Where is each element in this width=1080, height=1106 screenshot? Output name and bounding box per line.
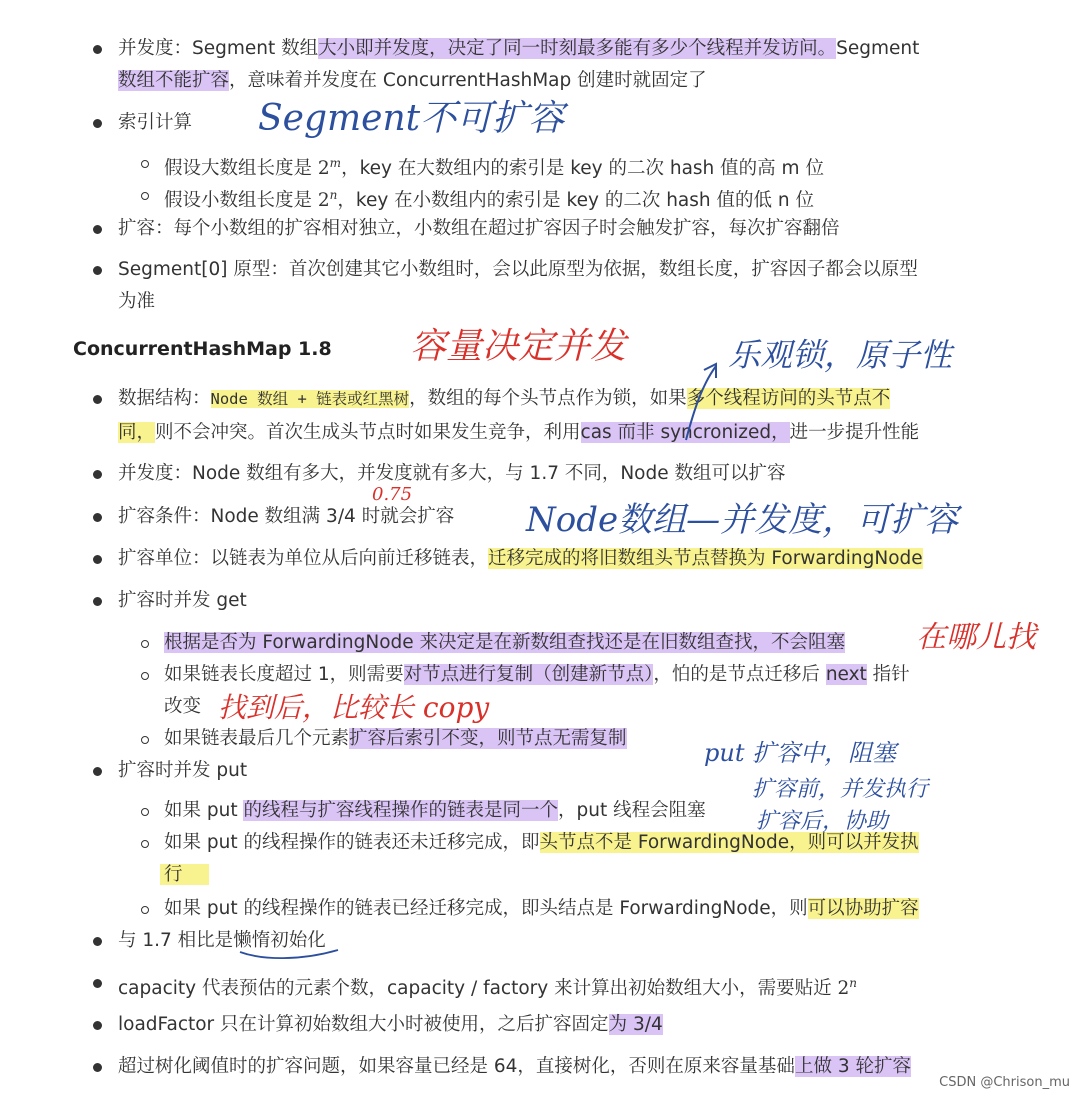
bullet [93,470,102,479]
list-item-put-b: 如果 put 的线程操作的链表还未迁移完成，即头节点不是 ForwardingNode，则可以并发执 [164,832,919,853]
handwritten-factor-note: 0.75 [372,484,413,505]
list-item-loadfactor: loadFactor 只在计算初始数组大小时被使用，之后扩容固定为 3/4 [118,1014,663,1035]
handwritten-segment-note: Segment不可扩容 [258,98,565,139]
list-item-prototype: Segment[0] 原型：首次创建其它小数组时，会以此原型为依据，数组长度，扩容因子都会以原型 [118,259,918,280]
bullet [93,119,102,128]
bullet [93,597,102,606]
handwritten-copy-note: 找到后，比较长 copy [218,691,490,724]
list-item-prototype-cont: 为准 [118,291,156,312]
sub-bullet [141,640,149,648]
handwritten-put-note-2: 扩容前，并发执行 [752,777,929,802]
list-item-get: 扩容时并发 get [118,590,247,611]
sub-bullet [141,808,149,816]
handwritten-put-note-3: 扩容后，协助 [756,809,889,834]
list-item-capacity: capacity 代表预估的元素个数，capacity / factory 来计算出初始数组大小，需要贴近 2$^n$ [118,976,858,1000]
bullet [93,979,102,988]
section-heading: ConcurrentHashMap 1.8 [73,338,332,360]
list-item-index-low: 假设小数组长度是 2$^n$，key 在小数组内的索引是 key 的二次 hash 值的低 n 位 [164,188,814,212]
list-item-put: 扩容时并发 put [118,760,248,781]
list-item-index: 索引计算 [118,112,193,133]
list-item-get-c: 如果链表最后几个元素扩容后索引不变，则节点无需复制 [164,728,627,749]
bullet [93,225,102,234]
bullet [93,767,102,776]
list-item-index-high: 假设大数组长度是 2$^m$，key 在大数组内的索引是 key 的二次 hash 值的高 m 位 [164,156,824,180]
list-item-put-b-cont: 行 [160,862,209,888]
handwritten-capacity-note: 容量决定并发 [410,326,627,367]
bullet [93,1063,102,1072]
bullet [93,395,102,404]
bullet [93,266,102,275]
handwritten-lock-note: 乐观锁，原子性 [728,336,953,374]
sub-bullet [141,672,149,680]
list-item-put-c: 如果 put 的线程操作的链表已经迁移完成，即头结点是 ForwardingNode，则可以协助扩容 [164,898,919,919]
list-item-resize: 扩容：每个小数组的扩容相对独立，小数组在超过扩容因子时会触发扩容，每次扩容翻倍 [118,218,840,239]
list-item-get-b: 如果链表长度超过 1，则需要对节点进行复制（创建新节点），怕的是节点迁移后 next 指针 [164,664,910,685]
list-item-node-concurrency: 并发度：Node 数组有多大，并发度就有多大，与 1.7 不同，Node 数组可以扩容 [118,463,786,484]
sub-bullet [141,906,149,914]
bullet [93,45,102,54]
bullet [93,937,102,946]
list-item-resize-unit: 扩容单位：以链表为单位从后向前迁移链表，迁移完成的将旧数组头节点替换为 ForwardingNode [118,548,923,569]
sub-bullet [141,160,149,168]
bullet [93,1021,102,1030]
csdn-watermark: CSDN @Chrison_mu [939,1075,1070,1090]
list-item-put-a: 如果 put 的线程与扩容线程操作的链表是同一个，put 线程会阻塞 [164,800,706,821]
handwritten-put-note-1: put 扩容中，阻塞 [704,739,897,767]
list-item-get-a: 根据是否为 ForwardingNode 来决定是在新数组查找还是在旧数组查找，不会阻塞 [164,632,846,653]
list-item-lazy-init: 与 1.7 相比是懒惰初始化 [118,930,326,951]
list-item-structure-cont: 同，则不会冲突。首次生成头节点时如果发生竞争，利用cas 而非 syncronized，进一步提升性能 [118,422,920,443]
sub-bullet [141,736,149,744]
sub-bullet [141,192,149,200]
list-item-treeify: 超过树化阈值时的扩容问题，如果容量已经是 64，直接树化，否则在原来容量基础上做 3 轮扩容 [118,1056,911,1077]
handwritten-where-note: 在哪儿找 [916,620,1036,655]
list-item-structure: 数据结构：Node 数组 + 链表或红黑树，数组的每个头节点作为锁，如果多个线程访问的头节点不 [118,388,891,409]
bullet [93,513,102,522]
list-item-concurrency-cont: 数组不能扩容，意味着并发度在 ConcurrentHashMap 创建时就固定了 [118,70,707,91]
bullet [93,555,102,564]
sub-bullet [141,840,149,848]
list-item-get-b-cont: 改变 [164,696,202,717]
handwritten-node-note: Node数组—并发度，可扩容 [526,500,959,540]
arrow-head [704,364,716,378]
list-item-resize-condition: 扩容条件：Node 数组满 3/4 时就会扩容 [118,506,455,527]
list-item-concurrency: 并发度：Segment 数组大小即并发度，决定了同一时刻最多能有多少个线程并发访问。Segment [118,38,920,59]
